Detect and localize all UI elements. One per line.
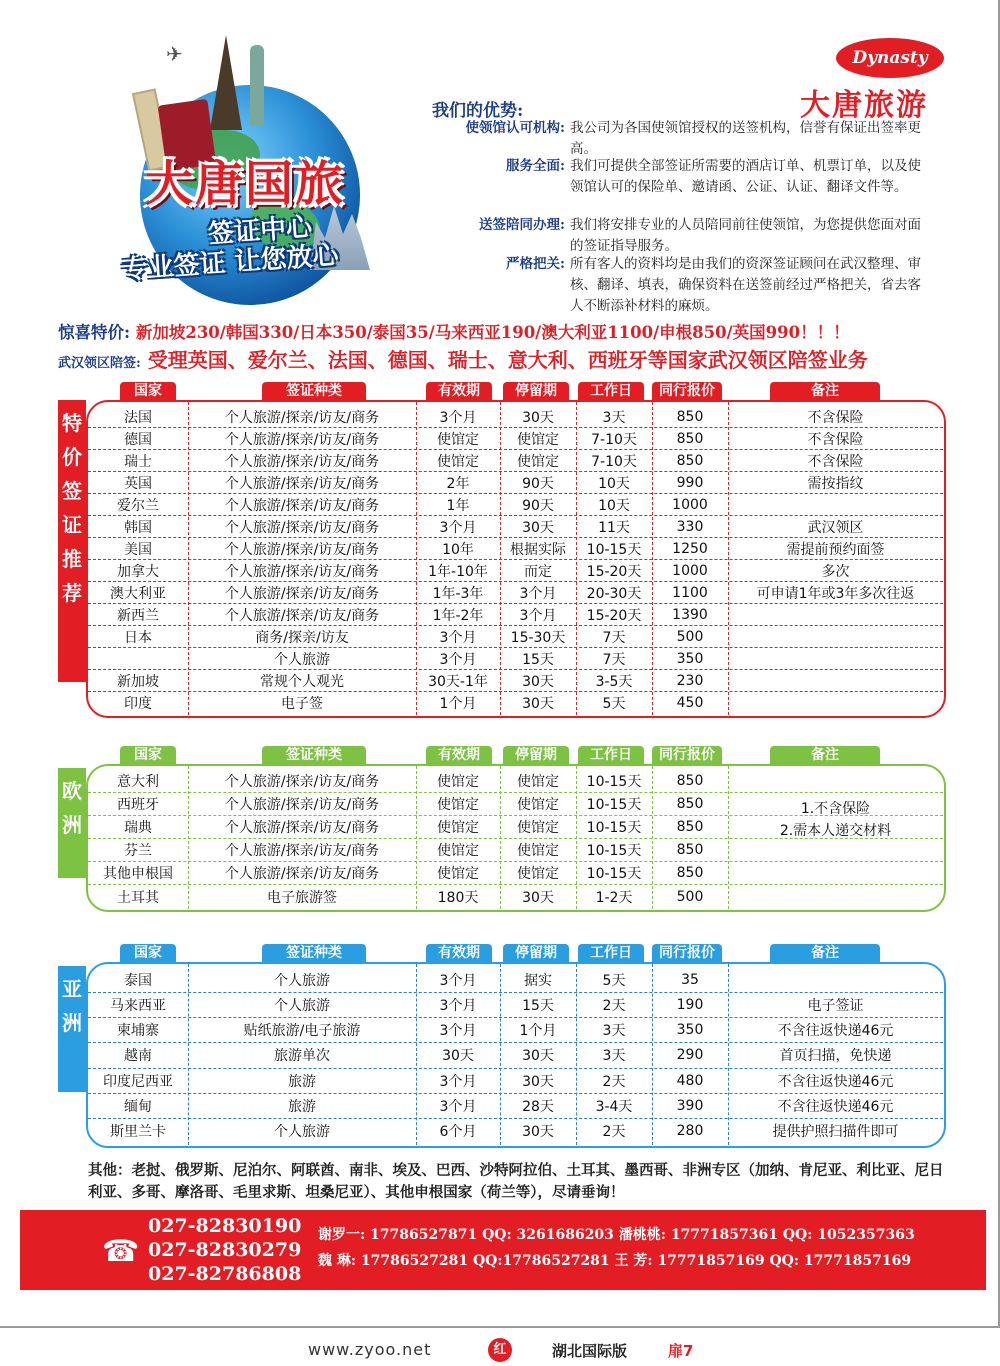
visa-type-cell: 个人旅游/探亲/访友/商务 — [224, 497, 380, 514]
visa-type-cell: 个人旅游/探亲/访友/商务 — [224, 563, 380, 580]
country-cell: 意大利 — [117, 774, 159, 790]
visa-type-cell: 个人旅游/探亲/访友/商务 — [224, 541, 380, 558]
advantage-text: 我们将安排专业的人员陪同前往使领馆，为您提供您面对面的签证指导服务。 — [570, 217, 921, 254]
workdays-cell: 3天 — [602, 1023, 626, 1040]
table-row — [88, 582, 943, 604]
validity-cell: 30天 — [442, 1048, 474, 1065]
visa-type-cell: 商务/探亲/访友 — [255, 629, 349, 646]
stay-cell: 1个月 — [519, 1023, 557, 1040]
workdays-cell: 2天 — [602, 1124, 626, 1141]
country-cell: 柬埔寨 — [117, 1023, 159, 1040]
stay-cell: 而定 — [524, 563, 552, 580]
country-cell: 新加坡 — [117, 673, 159, 690]
advantage-item — [420, 118, 940, 160]
price-cell: 1000 — [672, 562, 708, 579]
table-row — [88, 428, 943, 450]
remark-cell: 不含保险 — [807, 453, 864, 470]
validity-cell: 2年 — [446, 475, 470, 492]
remark-cell: 需按指纹 — [807, 475, 864, 492]
country-cell: 马来西亚 — [110, 998, 166, 1015]
remark-cell: 首页扫描，免快递 — [779, 1048, 892, 1065]
phone-number: 027-82786808 — [148, 1263, 302, 1285]
column-header: 签证种类 — [262, 382, 366, 400]
validity-cell: 3个月 — [439, 973, 477, 990]
visa-table — [86, 400, 946, 718]
visa-type-cell: 个人旅游/探亲/访友/商务 — [224, 774, 380, 790]
workdays-cell: 11天 — [598, 519, 630, 536]
workdays-cell: 10-15天 — [586, 820, 642, 836]
price-cell: 35 — [681, 972, 699, 989]
price-cell: 850 — [676, 865, 704, 881]
remark-cell: 不含往返快递46元 — [777, 1023, 894, 1040]
table-row — [88, 450, 943, 472]
stay-cell: 3个月 — [519, 585, 557, 602]
validity-cell: 1年-10年 — [428, 563, 488, 580]
column-header: 同行报价 — [652, 382, 722, 400]
visa-type-cell: 个人旅游 — [274, 1124, 330, 1141]
remark-cell: 需提前预约面签 — [786, 541, 885, 558]
validity-cell: 180天 — [437, 889, 479, 906]
price-cell: 1250 — [672, 540, 708, 557]
table-row — [88, 670, 943, 692]
table-row — [88, 1069, 943, 1094]
workdays-cell: 3天 — [602, 409, 626, 426]
price-cell: 1390 — [672, 606, 708, 623]
edition-name: 湖北国际版 — [552, 1342, 628, 1360]
visa-type-cell: 个人旅游 — [274, 973, 330, 990]
remark-cell — [728, 692, 943, 714]
visa-type-cell: 个人旅游/探亲/访友/商务 — [224, 607, 380, 624]
hero-title: 大唐国旅 — [144, 156, 345, 212]
column-header: 工作日 — [578, 382, 644, 400]
country-cell: 澳大利亚 — [110, 585, 166, 602]
country-cell: 新西兰 — [117, 607, 159, 624]
table-row — [88, 406, 943, 428]
column-header: 同行报价 — [652, 944, 722, 962]
price-cell: 850 — [676, 796, 704, 812]
stay-cell: 30天 — [522, 696, 554, 712]
stay-cell: 90天 — [522, 497, 554, 514]
stay-cell: 28天 — [522, 1098, 554, 1115]
visa-type-cell: 个人旅游/探亲/访友/商务 — [224, 866, 380, 882]
validity-cell: 3个月 — [439, 629, 477, 646]
price-cell: 850 — [676, 842, 704, 858]
price-cell: 350 — [676, 1022, 704, 1039]
country-cell: 法国 — [124, 409, 152, 426]
price-cell: 1100 — [672, 584, 708, 601]
advantage-text: 我们可提供全部签证所需要的酒店订单、机票订单，以及使领馆认可的保险单、邀请函、公证、认证、翻译文件等。 — [570, 158, 921, 195]
stay-cell: 30天 — [522, 889, 554, 906]
country-cell: 缅甸 — [124, 1098, 152, 1115]
contact-people — [318, 1222, 915, 1274]
country-cell: 英国 — [124, 475, 152, 492]
country-cell: 爱尔兰 — [117, 497, 159, 514]
table-row — [88, 560, 943, 582]
column-header: 有效期 — [426, 944, 492, 962]
table-row — [88, 885, 943, 908]
stay-cell: 3个月 — [519, 607, 557, 624]
table-row — [88, 1043, 943, 1068]
column-header: 签证种类 — [262, 746, 366, 764]
country-cell: 瑞士 — [124, 453, 152, 470]
country-cell: 德国 — [124, 431, 152, 448]
column-header: 备注 — [770, 944, 880, 962]
validity-cell: 使馆定 — [437, 453, 479, 470]
price-cell: 850 — [676, 819, 704, 835]
column-header: 停留期 — [503, 944, 569, 962]
workdays-cell: 7-10天 — [591, 431, 637, 448]
validity-cell: 3个月 — [439, 409, 477, 426]
country-cell: 美国 — [124, 541, 152, 558]
workdays-cell: 10天 — [598, 475, 630, 492]
advantage-item — [420, 215, 940, 257]
hero-logo — [100, 30, 390, 320]
phone-number: 027-82830279 — [148, 1239, 302, 1261]
country-cell: 印度 — [124, 696, 152, 712]
price-cell: 230 — [676, 672, 704, 689]
validity-cell: 30天-1年 — [428, 673, 488, 690]
remark-line: 1.不含保险 — [800, 800, 871, 817]
airplane-icon: ✈ — [166, 42, 183, 66]
validity-cell: 3个月 — [439, 519, 477, 536]
price-cell: 990 — [676, 474, 704, 491]
visa-type-cell: 贴纸旅游/电子旅游 — [243, 1023, 361, 1040]
stay-cell: 90天 — [522, 475, 554, 492]
price-cell: 480 — [676, 1072, 704, 1089]
workdays-cell: 3天 — [602, 1048, 626, 1065]
column-header: 签证种类 — [262, 944, 366, 962]
promo-text: 新加坡230/韩国330/日本350/泰国35/马来西亚190/澳大利亚1100/申根850/英国990！！！ — [135, 323, 850, 342]
workdays-cell: 10-15天 — [586, 843, 642, 859]
eiffel-tower-icon — [210, 35, 242, 130]
visa-type-cell: 个人旅游 — [274, 998, 330, 1015]
workdays-cell: 15-20天 — [586, 563, 642, 580]
country-cell: 日本 — [124, 629, 152, 646]
contact-bar — [20, 1210, 986, 1290]
column-header: 备注 — [770, 382, 880, 400]
remark-cell: 不含保险 — [807, 409, 864, 426]
wuhan-escort-line — [58, 344, 868, 373]
column-header: 国家 — [120, 944, 176, 962]
advantage-label: 严格把关: — [506, 256, 565, 272]
page-number: 扉7 — [668, 1342, 694, 1360]
workdays-cell: 15-20天 — [586, 607, 642, 624]
validity-cell: 使馆定 — [437, 774, 479, 790]
price-cell: 290 — [676, 1047, 704, 1064]
table-row — [88, 968, 943, 993]
visa-type-cell: 电子签 — [281, 696, 323, 712]
workdays-cell: 5天 — [602, 696, 626, 712]
validity-cell: 3个月 — [439, 998, 477, 1015]
advantage-text: 我公司为各国使领馆授权的送签机构，信誉有保证出签率更高。 — [570, 120, 921, 157]
remark-cell: 提供护照扫描件即可 — [772, 1124, 899, 1141]
visa-type-cell: 旅游单次 — [274, 1048, 330, 1065]
stay-cell: 15-30天 — [510, 629, 566, 646]
column-header: 停留期 — [503, 746, 569, 764]
advantages-title: 我们的优势: — [432, 101, 524, 121]
workdays-cell: 10-15天 — [586, 774, 642, 790]
stay-cell: 15天 — [522, 651, 554, 668]
validity-cell: 3个月 — [439, 1023, 477, 1040]
country-cell: 越南 — [124, 1048, 152, 1065]
validity-cell: 使馆定 — [437, 797, 479, 813]
price-cell: 190 — [676, 997, 704, 1014]
workdays-cell: 10天 — [598, 497, 630, 514]
price-cell: 850 — [676, 408, 704, 425]
promo-label: 惊喜特价: — [58, 323, 131, 342]
visa-type-cell: 个人旅游/探亲/访友/商务 — [224, 409, 380, 426]
price-cell: 450 — [676, 695, 704, 711]
column-header: 国家 — [120, 382, 176, 400]
validity-cell: 3个月 — [439, 1073, 477, 1090]
remark-cell: 不含往返快递46元 — [777, 1073, 894, 1090]
column-header: 国家 — [120, 746, 176, 764]
stay-cell: 使馆定 — [517, 820, 559, 836]
validity-cell: 使馆定 — [437, 866, 479, 882]
table-row — [88, 648, 943, 670]
price-cell: 1000 — [672, 496, 708, 513]
visa-type-cell: 个人旅游/探亲/访友/商务 — [224, 475, 380, 492]
stay-cell: 使馆定 — [517, 774, 559, 790]
country-cell: 芬兰 — [124, 843, 152, 859]
visa-type-cell: 旅游 — [288, 1073, 316, 1090]
promo-line — [58, 319, 850, 343]
column-header: 停留期 — [503, 382, 569, 400]
stay-cell: 使馆定 — [517, 843, 559, 859]
brand-name: 大唐旅游 — [800, 88, 928, 123]
price-cell: 500 — [676, 628, 704, 645]
stay-cell: 30天 — [522, 1048, 554, 1065]
telephone-icon: ☎ — [102, 1234, 140, 1269]
section-tab: 欧 洲 — [58, 768, 86, 878]
remark-cell — [728, 604, 943, 625]
phone-list — [148, 1214, 301, 1286]
workdays-cell: 2天 — [602, 998, 626, 1015]
remark-cell — [728, 626, 943, 647]
workdays-cell: 7天 — [602, 651, 626, 668]
remark-cell — [728, 670, 943, 691]
visa-table — [86, 962, 946, 1148]
visa-type-cell: 个人旅游/探亲/访友/商务 — [224, 797, 380, 813]
other-countries-note: 其他：老挝、俄罗斯、尼泊尔、阿联酋、南非、埃及、巴西、沙特阿拉伯、土耳其、墨西哥、非洲专区（加纳、肯尼亚、利比亚、尼日利亚、多哥、摩洛哥、毛里求斯、坦桑尼亚）、其他申根国家（荷兰等），尽请垂询！ — [88, 1162, 944, 1201]
validity-cell: 1年 — [446, 497, 470, 514]
country-cell: 西班牙 — [117, 797, 159, 813]
workdays-cell: 10-15天 — [586, 541, 642, 558]
column-header: 备注 — [770, 746, 880, 764]
price-cell: 850 — [676, 452, 704, 469]
stay-cell: 使馆定 — [517, 431, 559, 448]
stay-cell: 使馆定 — [517, 866, 559, 882]
stay-cell: 30天 — [522, 519, 554, 536]
stay-cell: 30天 — [522, 1073, 554, 1090]
wuhan-text: 受理英国、爱尔兰、法国、德国、瑞士、意大利、西班牙等国家武汉领区陪签业务 — [147, 348, 868, 372]
table-row — [88, 516, 943, 538]
workdays-cell: 5天 — [602, 973, 626, 990]
country-cell: 土耳其 — [117, 889, 159, 906]
table-row — [88, 472, 943, 494]
column-header: 工作日 — [578, 944, 644, 962]
validity-cell: 6个月 — [439, 1124, 477, 1141]
remark-cell — [728, 968, 943, 992]
price-cell: 850 — [676, 430, 704, 447]
contact-line: 魏 琳: 17786527281 QQ:17786527281 王 芳: 17771857169 QQ: 17771857169 — [318, 1253, 912, 1269]
stay-cell: 30天 — [522, 1124, 554, 1141]
column-header: 有效期 — [426, 382, 492, 400]
validity-cell: 10年 — [442, 541, 474, 558]
stay-cell: 使馆定 — [517, 797, 559, 813]
table-row — [88, 1119, 943, 1144]
stay-cell: 15天 — [522, 998, 554, 1015]
workdays-cell: 2天 — [602, 1073, 626, 1090]
stay-cell: 据实 — [524, 973, 552, 990]
table-row — [88, 626, 943, 648]
table-row — [88, 993, 943, 1018]
country-cell: 加拿大 — [117, 563, 159, 580]
workdays-cell: 7天 — [602, 629, 626, 646]
section-tab: 特 价 签 证 推 荐 — [58, 400, 86, 682]
workdays-cell: 10-15天 — [586, 797, 642, 813]
visa-type-cell: 常规个人观光 — [260, 673, 344, 690]
column-header: 同行报价 — [652, 746, 722, 764]
remark-cell: 多次 — [821, 563, 850, 580]
column-header: 工作日 — [578, 746, 644, 764]
remark-cell: 不含往返快递46元 — [777, 1098, 894, 1115]
remark-line: 2.需本人递交材料 — [779, 822, 892, 839]
price-cell: 390 — [676, 1097, 704, 1114]
phone-number: 027-82830190 — [148, 1215, 302, 1237]
visa-type-cell: 个人旅游/探亲/访友/商务 — [224, 453, 380, 470]
price-cell: 280 — [676, 1123, 704, 1140]
column-header: 有效期 — [426, 746, 492, 764]
price-cell: 500 — [676, 888, 704, 905]
section-tab: 亚 洲 — [58, 966, 86, 1092]
visa-type-cell: 个人旅游/探亲/访友/商务 — [224, 843, 380, 859]
remark-cell: 不含保险 — [807, 431, 864, 448]
country-cell: 瑞典 — [124, 820, 152, 836]
remark-cell: 可申请1年或3年多次往返 — [756, 585, 915, 602]
wuhan-label: 武汉领区陪签: — [58, 356, 141, 371]
country-cell: 斯里兰卡 — [110, 1124, 166, 1141]
workdays-cell: 1-2天 — [595, 889, 633, 906]
visa-type-cell: 电子旅游签 — [267, 889, 337, 906]
stay-cell: 30天 — [522, 409, 554, 426]
workdays-cell: 7-10天 — [591, 453, 637, 470]
validity-cell: 1年-2年 — [432, 607, 484, 624]
remark-cell: 电子签证 — [807, 998, 864, 1015]
visa-type-cell: 旅游 — [288, 1098, 316, 1115]
visa-type-cell: 个人旅游/探亲/访友/商务 — [224, 585, 380, 602]
price-cell: 850 — [676, 773, 704, 789]
visa-type-cell: 个人旅游/探亲/访友/商务 — [224, 820, 380, 836]
visa-type-cell: 个人旅游 — [274, 651, 330, 668]
edition-badge: 红 — [488, 1338, 512, 1362]
contact-line: 谢罗一: 17786527871 QQ: 3261686203 潘桃桃: 17771857361 QQ: 1052357363 — [318, 1227, 915, 1243]
remark-note — [728, 798, 943, 842]
table-row — [88, 494, 943, 516]
country-cell: 其他申根国 — [103, 866, 173, 882]
advantage-label: 使领馆认可机构: — [465, 120, 565, 136]
website-url: www.zyoo.net — [308, 1340, 432, 1359]
table-row — [88, 538, 943, 560]
remark-cell: 武汉领区 — [807, 519, 864, 536]
table-row — [88, 604, 943, 626]
country-cell — [88, 648, 188, 669]
stay-cell: 30天 — [522, 673, 554, 690]
workdays-cell: 20-30天 — [586, 585, 642, 602]
workdays-cell: 3-5天 — [595, 673, 633, 690]
table-row — [88, 692, 943, 714]
brand-logo: Dynasty — [836, 38, 944, 78]
visa-table — [86, 764, 946, 912]
validity-cell: 3个月 — [439, 651, 477, 668]
visa-type-cell: 个人旅游/探亲/访友/商务 — [224, 431, 380, 448]
table-row — [88, 862, 943, 885]
workdays-cell: 10-15天 — [586, 866, 642, 882]
remark-cell — [728, 494, 943, 515]
advantage-item — [420, 254, 940, 317]
table-row — [88, 1018, 943, 1043]
hero-slogan: 专业签证 让您放心 — [120, 240, 340, 286]
advantage-label: 送签陪同办理: — [479, 217, 565, 233]
validity-cell: 3个月 — [439, 1098, 477, 1115]
table-row — [88, 839, 943, 862]
validity-cell: 1年-3年 — [432, 585, 484, 602]
country-cell: 泰国 — [124, 973, 152, 990]
hero-subtitle: 签证中心 — [207, 212, 314, 250]
price-cell: 330 — [676, 518, 704, 535]
country-cell: 印度尼西亚 — [103, 1073, 173, 1090]
table-row — [88, 1094, 943, 1119]
remark-cell — [728, 648, 943, 669]
validity-cell: 使馆定 — [437, 431, 479, 448]
validity-cell: 1个月 — [439, 696, 477, 712]
advantage-text: 所有客人的资料均是由我们的资深签证顾问在武汉整理、审核、翻译、填表，确保资料在送签前经过严格把关，省去客人不断添补材料的麻烦。 — [570, 256, 921, 314]
stay-cell: 根据实际 — [510, 541, 566, 558]
advantage-item — [420, 156, 940, 219]
stay-cell: 使馆定 — [517, 453, 559, 470]
advantage-label: 服务全面: — [506, 158, 565, 174]
validity-cell: 使馆定 — [437, 843, 479, 859]
validity-cell: 使馆定 — [437, 820, 479, 836]
table-row — [88, 770, 943, 793]
price-cell: 350 — [676, 650, 704, 667]
statue-of-liberty-icon — [250, 45, 264, 125]
workdays-cell: 3-4天 — [595, 1098, 633, 1115]
visa-type-cell: 个人旅游/探亲/访友/商务 — [224, 519, 380, 536]
country-cell: 韩国 — [124, 519, 152, 536]
